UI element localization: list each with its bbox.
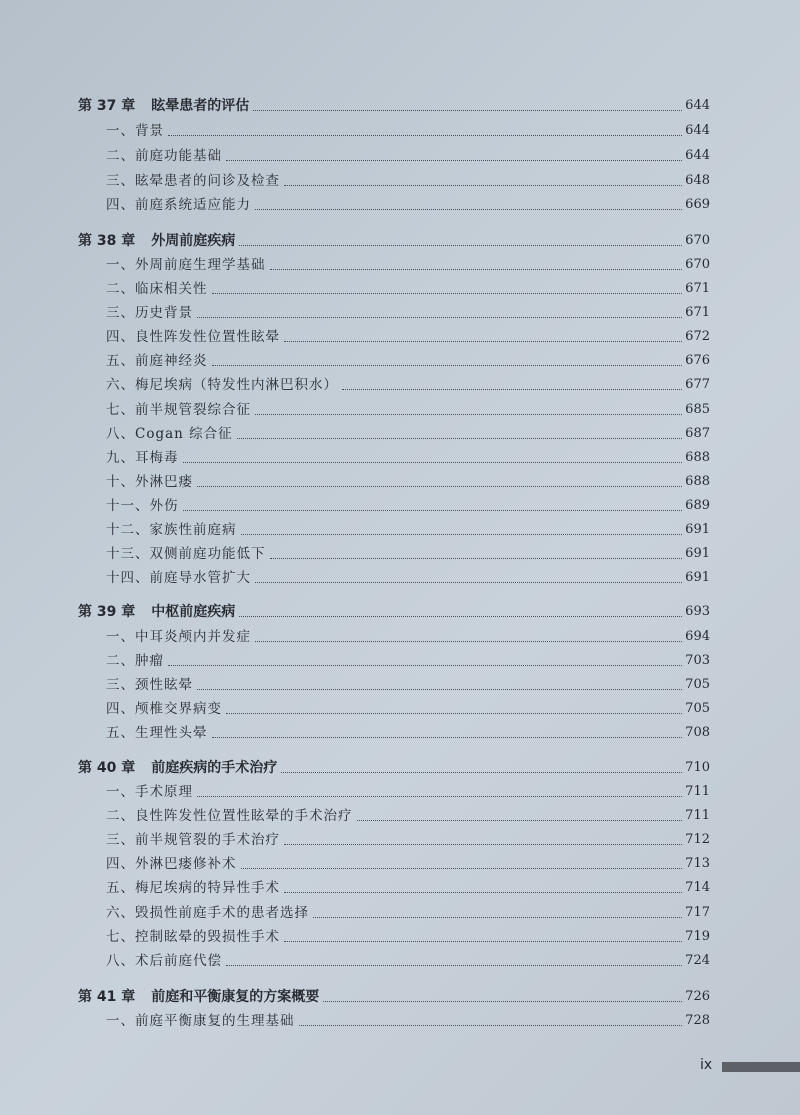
- leader-dots: [255, 209, 682, 210]
- toc-section: 八、Cogan 综合征 687: [106, 426, 710, 442]
- leader-dots: [281, 772, 682, 773]
- leader-dots: [284, 185, 682, 186]
- page-number: 703: [685, 653, 710, 668]
- leader-dots: [255, 641, 682, 642]
- leader-dots: [284, 844, 682, 845]
- leader-dots: [183, 462, 683, 463]
- toc-section: 十四、前庭导水管扩大 691: [106, 570, 710, 586]
- page-number: 670: [685, 257, 710, 272]
- leader-dots: [197, 689, 682, 690]
- page-number: 717: [685, 905, 710, 920]
- leader-dots: [237, 438, 682, 439]
- page-number: 713: [685, 856, 710, 871]
- toc-section: 十一、外伤 689: [106, 498, 710, 514]
- toc-section: 三、眩晕患者的问诊及检查 648: [106, 173, 710, 189]
- leader-dots: [212, 737, 683, 738]
- leader-dots: [239, 616, 682, 617]
- toc-section: 一、手术原理 711: [106, 784, 710, 800]
- leader-dots: [197, 796, 682, 797]
- toc-chapter: 第 41 章 前庭和平衡康复的方案概要 726: [78, 989, 710, 1005]
- toc-chapter: 第 37 章 眩晕患者的评估 644: [78, 98, 710, 114]
- toc-section: 二、临床相关性 671: [106, 281, 710, 297]
- page-number: 644: [685, 98, 710, 113]
- leader-dots: [183, 510, 683, 511]
- toc-section: 六、毁损性前庭手术的患者选择 717: [106, 905, 710, 921]
- page-number: 688: [685, 450, 710, 465]
- toc-section: 一、背景 644: [106, 123, 710, 139]
- page-number: 689: [685, 498, 710, 513]
- page-number: 688: [685, 474, 710, 489]
- page-number: 726: [685, 989, 710, 1004]
- toc-section: 五、生理性头晕 708: [106, 725, 710, 741]
- toc-chapter: 第 40 章 前庭疾病的手术治疗 710: [78, 760, 710, 776]
- toc-section: 二、良性阵发性位置性眩晕的手术治疗 711: [106, 808, 710, 824]
- page-number: 705: [685, 677, 710, 692]
- toc-section: 二、肿瘤 703: [106, 653, 710, 669]
- leader-dots: [357, 820, 683, 821]
- page-number: 648: [685, 173, 710, 188]
- toc-section: 三、颈性眩晕 705: [106, 677, 710, 693]
- leader-dots: [270, 269, 683, 270]
- leader-dots: [299, 1025, 683, 1026]
- page-number: 691: [685, 522, 710, 537]
- leader-dots: [197, 317, 682, 318]
- page-number: 671: [685, 281, 710, 296]
- page-number: 687: [685, 426, 710, 441]
- page-number: 711: [685, 808, 710, 823]
- page-number: 693: [685, 604, 710, 619]
- toc-section: 三、前半规管裂的手术治疗 712: [106, 832, 710, 848]
- page-number: 691: [685, 570, 710, 585]
- folio-page-number: ix: [700, 1057, 713, 1073]
- page-number: 676: [685, 353, 710, 368]
- page-number: 711: [685, 784, 710, 799]
- page-number: 714: [685, 880, 710, 895]
- leader-dots: [226, 713, 682, 714]
- toc-section: 一、前庭平衡康复的生理基础 728: [106, 1013, 710, 1029]
- toc-section: 一、外周前庭生理学基础 670: [106, 257, 710, 273]
- leader-dots: [168, 665, 682, 666]
- leader-dots: [239, 245, 682, 246]
- page-number: 672: [685, 329, 710, 344]
- leader-dots: [255, 414, 682, 415]
- leader-dots: [197, 486, 682, 487]
- leader-dots: [226, 160, 682, 161]
- leader-dots: [284, 941, 682, 942]
- toc-chapter: 第 38 章 外周前庭疾病 670: [78, 233, 710, 249]
- toc-chapter: 第 39 章 中枢前庭疾病 693: [78, 604, 710, 620]
- leader-dots: [270, 558, 683, 559]
- toc-section: 二、前庭功能基础 644: [106, 148, 710, 164]
- toc-section: 一、中耳炎颅内并发症 694: [106, 629, 710, 645]
- leader-dots: [342, 389, 682, 390]
- leader-dots: [253, 110, 682, 111]
- page-number: 685: [685, 402, 710, 417]
- toc-section: 八、术后前庭代偿 724: [106, 953, 710, 969]
- page-number: 644: [685, 148, 710, 163]
- page-number: 705: [685, 701, 710, 716]
- page-number: 728: [685, 1013, 710, 1028]
- toc-section: 九、耳梅毒 688: [106, 450, 710, 466]
- leader-dots: [255, 582, 682, 583]
- toc-section: 七、前半规管裂综合征 685: [106, 402, 710, 418]
- page-number: 710: [685, 760, 710, 775]
- toc-section: 五、前庭神经炎 676: [106, 353, 710, 369]
- leader-dots: [284, 892, 682, 893]
- leader-dots: [323, 1001, 682, 1002]
- page-number: 712: [685, 832, 710, 847]
- page-number: 677: [685, 377, 710, 392]
- toc-section: 四、良性阵发性位置性眩晕 672: [106, 329, 710, 345]
- page-number: 719: [685, 929, 710, 944]
- leader-dots: [313, 917, 682, 918]
- toc-section: 四、前庭系统适应能力 669: [106, 197, 710, 213]
- page-number: 724: [685, 953, 710, 968]
- page-number: 644: [685, 123, 710, 138]
- toc-section: 十三、双侧前庭功能低下 691: [106, 546, 710, 562]
- toc-section: 四、颅椎交界病变 705: [106, 701, 710, 717]
- leader-dots: [241, 868, 683, 869]
- page-number: 670: [685, 233, 710, 248]
- page-number: 694: [685, 629, 710, 644]
- leader-dots: [284, 341, 682, 342]
- toc-section: 六、梅尼埃病（特发性内淋巴积水） 677: [106, 377, 710, 393]
- page-number: 671: [685, 305, 710, 320]
- toc-section: 十、外淋巴瘘 688: [106, 474, 710, 490]
- page-number: 691: [685, 546, 710, 561]
- folio-bar: [722, 1062, 800, 1072]
- leader-dots: [241, 534, 683, 535]
- toc-section: 十二、家族性前庭病 691: [106, 522, 710, 538]
- toc-section: 五、梅尼埃病的特异性手术 714: [106, 880, 710, 896]
- toc-section: 四、外淋巴瘘修补术 713: [106, 856, 710, 872]
- leader-dots: [226, 965, 682, 966]
- toc-section: 三、历史背景 671: [106, 305, 710, 321]
- leader-dots: [212, 293, 683, 294]
- toc-section: 七、控制眩晕的毁损性手术 719: [106, 929, 710, 945]
- page-number: 669: [685, 197, 710, 212]
- leader-dots: [212, 365, 683, 366]
- page-number: 708: [685, 725, 710, 740]
- leader-dots: [168, 135, 682, 136]
